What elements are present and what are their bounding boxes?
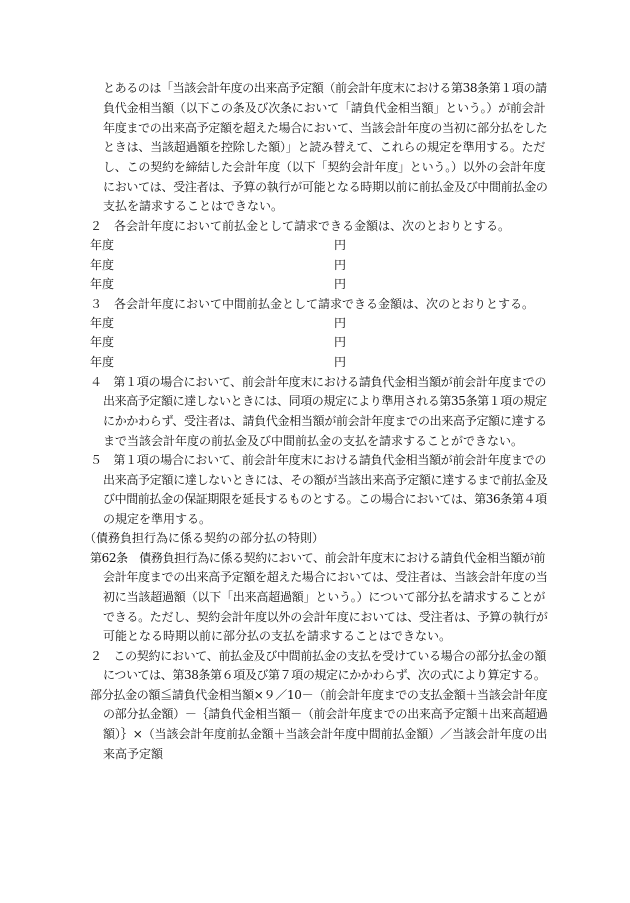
clause-5-line: び中間前払金の保証期限を延長するものとする。この場合においては、第36条第４項 xyxy=(103,492,547,506)
fiscal-year-label: 年度 xyxy=(90,335,115,349)
fiscal-year-label: 年度 xyxy=(90,277,115,291)
clause-4-line: 出来高予定額に達しないときには、同項の規定により準用される第35条第１項の規定 xyxy=(103,394,547,408)
yen-unit: 円 xyxy=(334,258,347,272)
article-62-line: 初に当該超過額（以下「出来高超過額」という。）について部分払を請求することが xyxy=(103,590,546,604)
clause-5: ５ 第１項の場合において、前会計年度末における請負代金相当額が前会計年度までの xyxy=(90,453,547,467)
section-heading: （債務負担行為に係る契約の部分払の特則） xyxy=(84,531,325,545)
para-line: 年度までの出来高予定額を超えた場合において、当該会計年度の当初に部分払をした xyxy=(103,121,548,135)
fiscal-year-label: 年度 xyxy=(90,355,115,369)
para-line: 負代金相当額（以下この条及び次条において「請負代金相当額」という。）が前会計 xyxy=(103,101,546,115)
article-62-line: 可能となる時期以前に部分払の支払を請求することはできない。 xyxy=(103,629,452,643)
yen-unit: 円 xyxy=(334,335,347,349)
fiscal-year-label: 年度 xyxy=(90,238,115,252)
article-62-clause-2-line: については、第38条第６項及び第７項の規定にかかわらず、次の式により算定する。 xyxy=(103,668,546,682)
para-line: し、この契約を締結した会計年度（以下「契約会計年度」という。）以外の会計年度 xyxy=(103,160,546,174)
article-62-line: できる。ただし、契約会計年度以外の会計年度においては、受注者は、予算の執行が xyxy=(103,610,548,624)
para-line: 支払を請求することはできない。 xyxy=(103,199,284,213)
clause-4-line: まで当該会計年度の前払金及び中間前払金の支払を請求することができない。 xyxy=(103,434,524,448)
clause-5-line: 出来高予定額に達しないときには、その額が当該出来高予定額に達するまで前払金及 xyxy=(103,473,548,487)
fiscal-year-label: 年度 xyxy=(90,316,115,330)
formula: 部分払金の額≦請負代金相当額×９／10－（前会計年度までの支払金額＋当該会計年度 xyxy=(90,688,548,702)
clause-4-line: にかかわらず、受注者は、請負代金相当額が前会計年度までの出来高予定額に達する xyxy=(103,414,547,428)
fiscal-year-label: 年度 xyxy=(90,258,115,272)
article-62-clause-2: ２ この契約において、前払金及び中間前払金の支払を受けている場合の部分払金の額 xyxy=(90,649,547,663)
clause-4: ４ 第１項の場合において、前会計年度末における請負代金相当額が前会計年度までの xyxy=(90,375,547,389)
clause-3: ３ 各会計年度において中間前払金として請求できる金額は、次のとおりとする。 xyxy=(90,297,535,311)
article-62: 第62条 債務負担行為に係る契約において、前会計年度末における請負代金相当額が前 xyxy=(90,551,546,565)
clause-2: ２ 各会計年度において前払金として請求できる金額は、次のとおりとする。 xyxy=(90,219,511,233)
yen-unit: 円 xyxy=(334,238,347,252)
formula-line: の部分払金額）－｛請負代金相当額－（前会計年度までの出来高予定額＋出来高超過 xyxy=(103,707,548,721)
clause-5-line: の規定を準用する。 xyxy=(103,512,212,526)
yen-unit: 円 xyxy=(334,355,347,369)
para-line: とあるのは「当該会計年度の出来高予定額（前会計年度末における第38条第１項の請 xyxy=(103,81,547,95)
formula-line: 額）｝×（当該会計年度前払金額＋当該会計年度中間前払金額）／当該会計年度の出 xyxy=(103,727,548,741)
formula-line: 来高予定額 xyxy=(103,747,164,761)
article-62-line: 会計年度までの出来高予定額を超えた場合においては、受注者は、当該会計年度の当 xyxy=(103,570,548,584)
para-line: においては、受注者は、予算の執行が可能となる時期以前に前払金及び中間前払金の xyxy=(103,180,548,194)
yen-unit: 円 xyxy=(334,316,347,330)
yen-unit: 円 xyxy=(334,277,347,291)
para-line: ときは、当該超過額を控除した額）」と読み替えて、これらの規定を準用する。ただ xyxy=(103,140,546,154)
